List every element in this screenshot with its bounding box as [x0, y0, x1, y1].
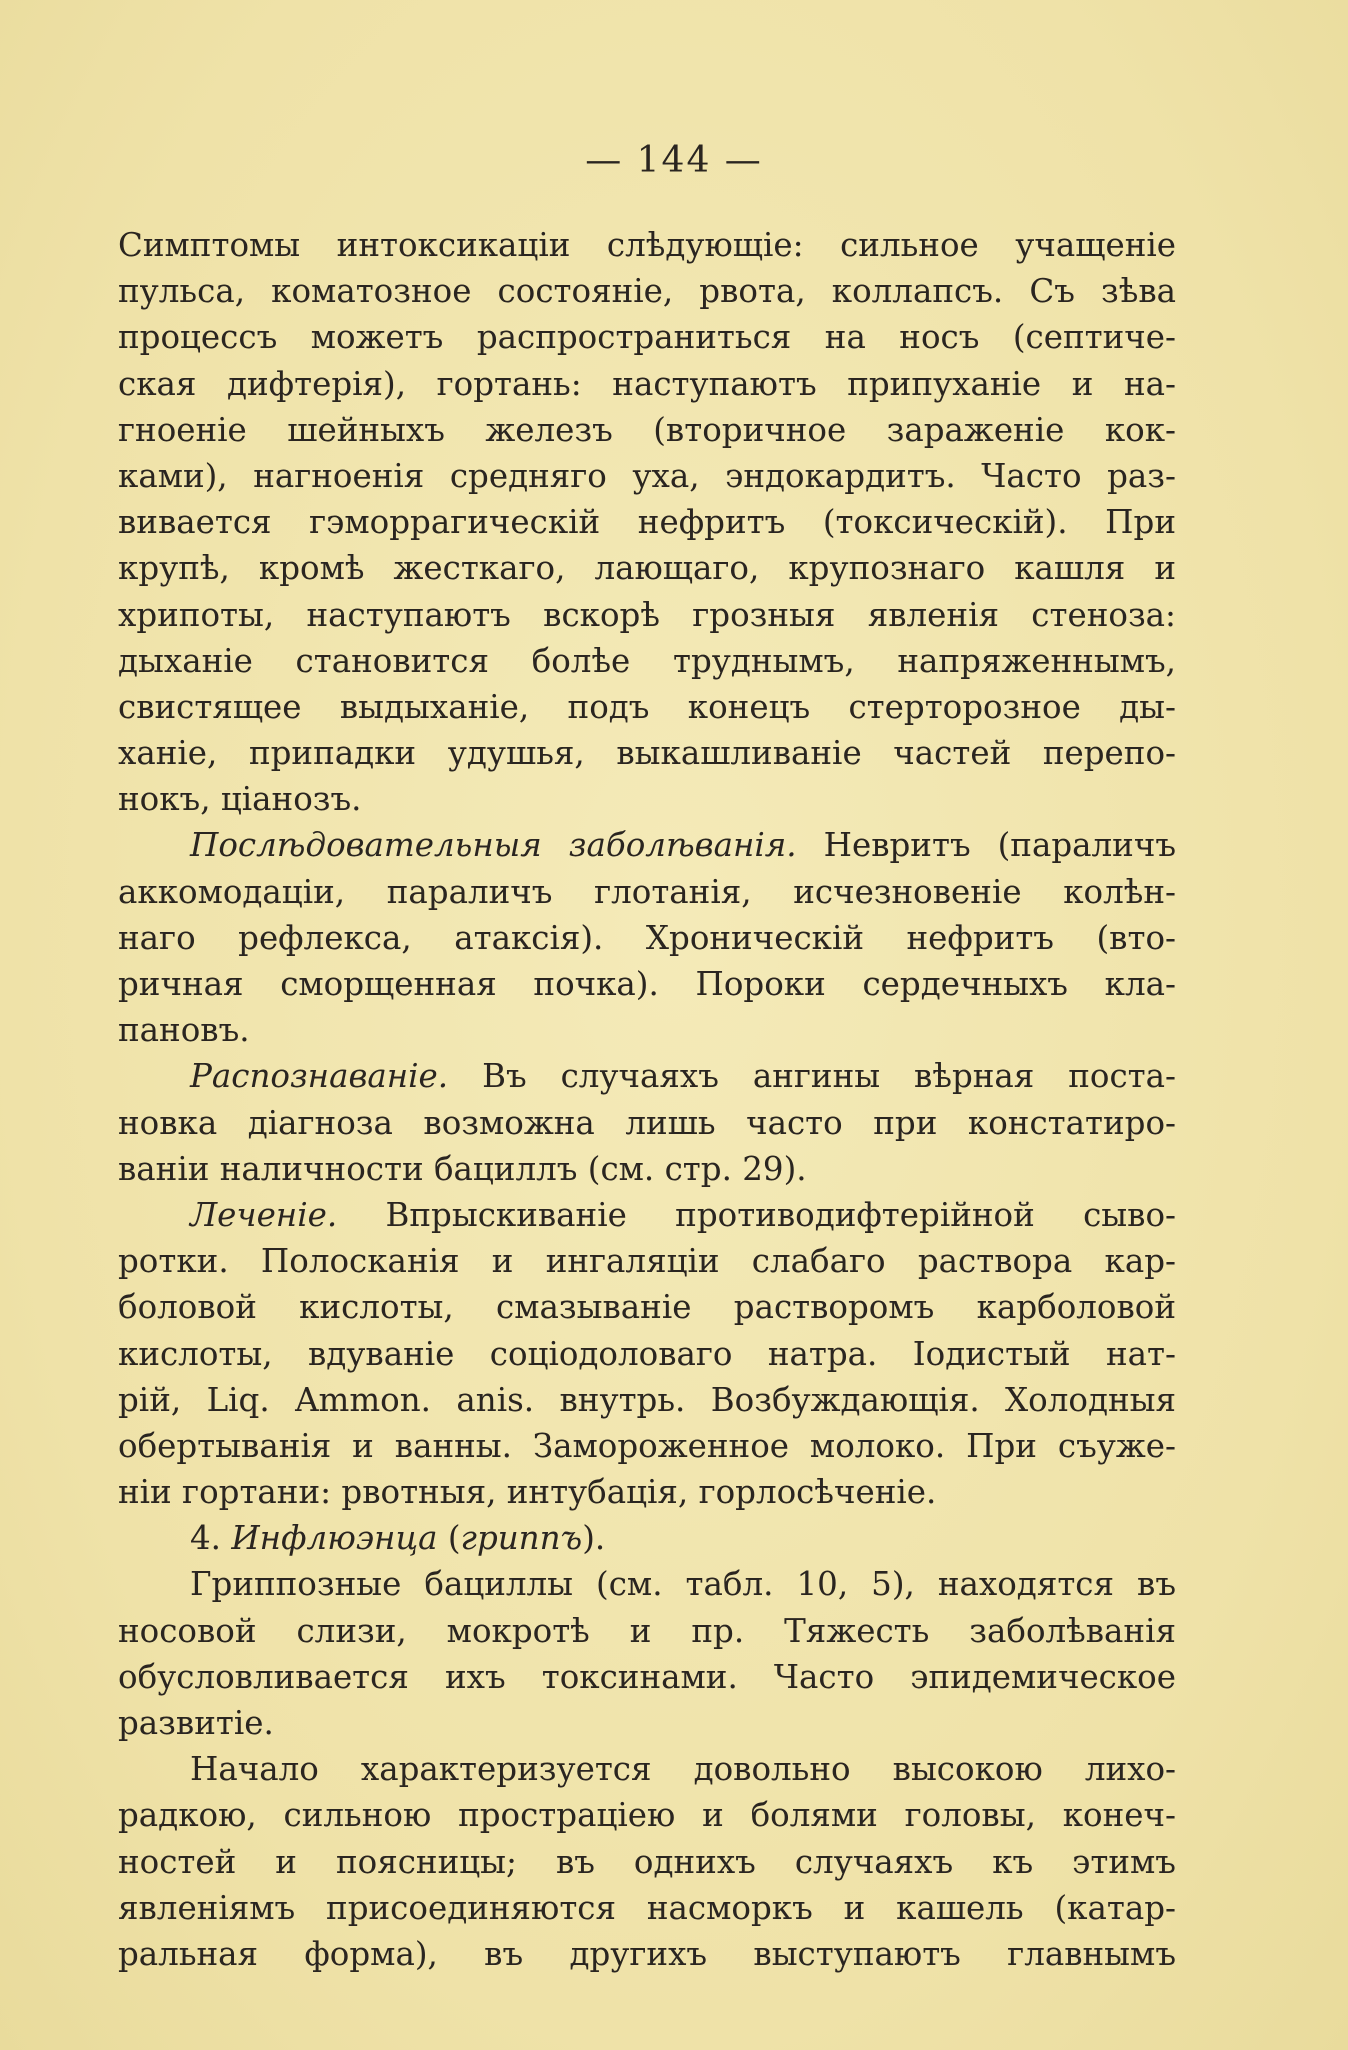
- text-line: [118, 961, 1176, 1007]
- line-text: нокъ, ціанозъ.: [118, 780, 362, 819]
- line-text: ностей и поясницы; въ однихъ случаяхъ къ этимъ: [118, 1842, 1176, 1881]
- italic-heading: Распознаваніе.: [190, 1057, 449, 1096]
- line-text: ханіе, припадки удушья, выкашливаніе частей перепо-: [118, 734, 1176, 773]
- text-line: [118, 1608, 1176, 1654]
- line-text: пульса, коматозное состояніе, рвота, коллапсъ. Съ зѣва: [118, 272, 1176, 311]
- text-line: [118, 1238, 1176, 1284]
- line-text: ротки. Полосканія и ингаляціи слабаго раствора кар-: [118, 1242, 1176, 1281]
- text-line: [118, 1053, 1176, 1099]
- line-text: развитіе.: [118, 1704, 274, 1742]
- line-text: обертыванія и ванны. Замороженное молоко. При съуже-: [118, 1426, 1176, 1465]
- text-line: [118, 1377, 1176, 1423]
- line-text: ская дифтерія), гортань: наступаютъ припуханіе и на-: [118, 364, 1176, 403]
- text-line: [118, 638, 1176, 684]
- text-line: [118, 268, 1176, 314]
- line-text: процессъ можетъ распространиться на носъ (септиче-: [118, 318, 1176, 357]
- line-text: Гриппозные бациллы (см. табл. 10, 5), находятся въ: [190, 1565, 1176, 1604]
- text-line: [118, 730, 1176, 776]
- text-line: [118, 361, 1176, 407]
- line-text: крупѣ, кромѣ жесткаго, лающаго, крупознаго кашля и: [118, 549, 1176, 588]
- text-line: [118, 1146, 1176, 1192]
- text-line: [118, 1885, 1176, 1931]
- text-line: [118, 869, 1176, 915]
- text-line: [118, 222, 1176, 268]
- italic-heading: Леченіе.: [190, 1195, 338, 1234]
- line-text: свистящее выдыханіе, подъ конецъ стерторозное ды-: [118, 687, 1176, 726]
- line-text: Невритъ (параличъ: [796, 826, 1176, 865]
- line-text: пановъ.: [118, 1011, 250, 1050]
- text-line: [118, 1746, 1176, 1792]
- text-line: [118, 1423, 1176, 1469]
- line-text: носовой слизи, мокротѣ и пр. Тяжесть заболѣванія: [118, 1611, 1176, 1650]
- text-line: [118, 545, 1176, 591]
- text-line: [118, 1469, 1176, 1515]
- text-line: [118, 1284, 1176, 1330]
- line-text: ральная форма), въ другихъ выступаютъ главнымъ: [118, 1934, 1176, 1973]
- line-text: Въ случаяхъ ангины вѣрная поста-: [448, 1057, 1176, 1096]
- line-text: боловой кислоты, смазываніе растворомъ карболовой: [118, 1288, 1176, 1327]
- line-text: радкою, сильною простраціею и болями головы, конеч-: [118, 1796, 1176, 1835]
- text-line: [118, 499, 1176, 545]
- text-line: [118, 453, 1176, 499]
- text-line: [118, 684, 1176, 730]
- text-line: [118, 1561, 1176, 1607]
- text-line: [118, 1839, 1176, 1885]
- text-line: [118, 1931, 1176, 1977]
- line-text: явленіямъ присоединяются насморкъ и кашель (катар-: [118, 1888, 1176, 1927]
- line-text: вивается гэморрагическій нефритъ (токсическій). При: [118, 503, 1176, 542]
- line-text: Симптомы интоксикаціи слѣдующіе: сильное учащеніе: [118, 226, 1176, 264]
- line-text: аккомодаціи, параличъ глотанія, исчезновеніе колѣн-: [118, 872, 1176, 911]
- line-text: наго рефлекса, атаксія). Хроническій нефритъ (вто-: [118, 918, 1176, 957]
- italic-heading: гриппъ: [460, 1519, 583, 1558]
- text-line: [118, 1100, 1176, 1146]
- line-text: новка діагноза возможна лишь часто при констатиро-: [118, 1103, 1176, 1142]
- text-line: [118, 407, 1176, 453]
- line-text: ками), нагноенія средняго уха, эндокардитъ. Часто раз-: [118, 456, 1176, 495]
- line-text: ніи гортани: рвотныя, интубація, горлосѣченіе.: [118, 1473, 937, 1512]
- line-text: дыханіе становится болѣе труднымъ, напряженнымъ,: [118, 641, 1176, 680]
- text-line: [118, 1515, 1176, 1561]
- italic-heading: Послѣдовательныя заболѣванія.: [190, 826, 797, 865]
- line-text: ричная сморщенная почка). Пороки сердечныхъ кла-: [118, 965, 1176, 1003]
- text-line: [118, 592, 1176, 638]
- line-text: Впрыскиваніе противодифтерійной сыво-: [337, 1195, 1176, 1234]
- line-text: Начало характеризуется довольно высокою лихо-: [190, 1750, 1176, 1789]
- line-text: (: [437, 1519, 461, 1558]
- line-text: ваніи наличности бациллъ (см. стр. 29).: [118, 1149, 807, 1188]
- text-line: [118, 915, 1176, 961]
- text-line: [118, 1654, 1176, 1700]
- text-line: [118, 822, 1176, 868]
- text-line: [118, 1331, 1176, 1377]
- line-text: обусловливается ихъ токсинами. Часто эпидемическое: [118, 1657, 1176, 1696]
- line-text: рій, Liq. Ammon. anis. внутрь. Возбуждающія. Холодныя: [118, 1380, 1176, 1419]
- text-line: [118, 1700, 1176, 1746]
- body-text: [118, 222, 1176, 1977]
- page-number: — 144 —: [585, 140, 763, 181]
- line-text: 4.: [190, 1519, 232, 1558]
- text-line: [118, 1792, 1176, 1838]
- line-text: ).: [582, 1519, 606, 1558]
- line-text: хрипоты, наступаютъ вскорѣ грозныя явленія стеноза:: [118, 595, 1176, 634]
- line-text: кислоты, вдуваніе соціодоловаго натра. Іодистый нат-: [118, 1334, 1176, 1373]
- text-line: [118, 1007, 1176, 1053]
- text-line: [118, 314, 1176, 360]
- text-line: [118, 776, 1176, 822]
- line-text: гноеніе шейныхъ железъ (вторичное зараженіе кок-: [118, 410, 1176, 449]
- italic-heading: Инфлюэнца: [231, 1519, 438, 1558]
- text-line: [118, 1192, 1176, 1238]
